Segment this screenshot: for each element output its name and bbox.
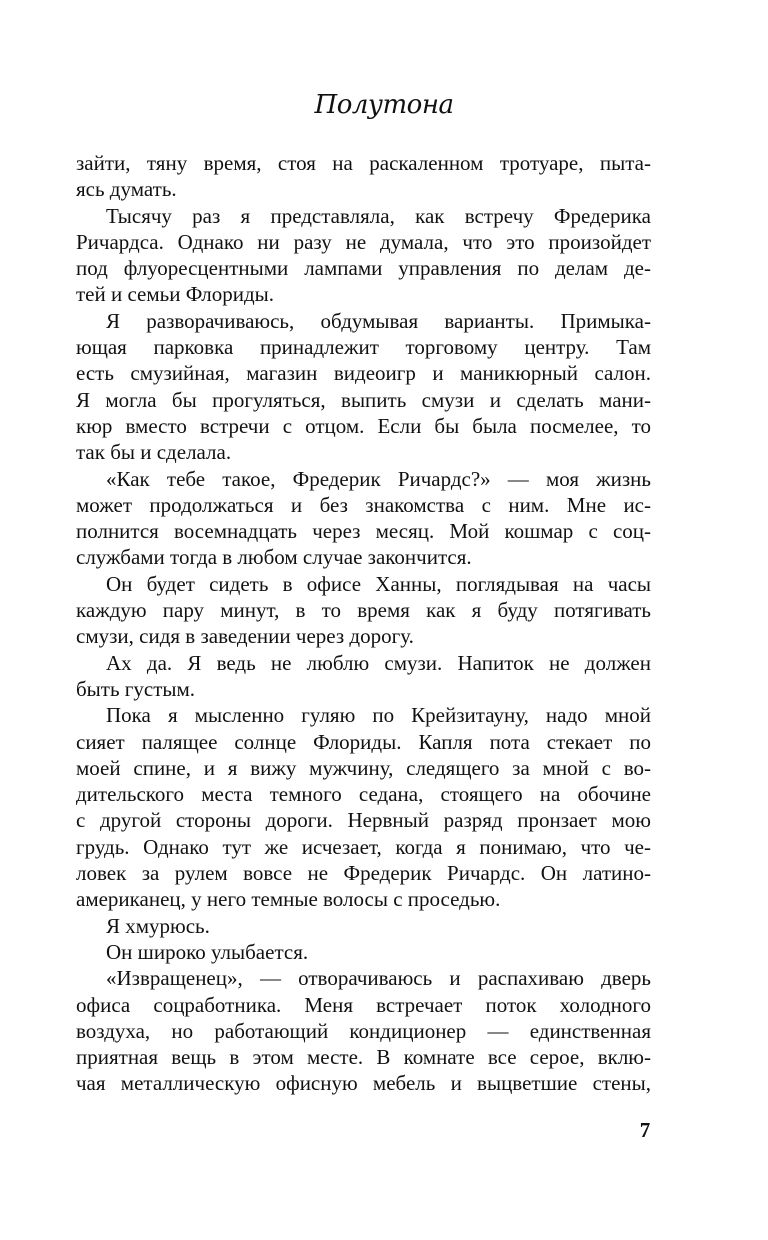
- text-line: «Извращенец», — отворачиваюсь и распахиваю дверь: [106, 966, 651, 991]
- running-header: Полутона: [314, 90, 454, 120]
- text-line: зайти, тяну время, стоя на раскаленном тротуаре, пыта-: [76, 151, 651, 175]
- text-line: ясь думать.: [76, 177, 177, 202]
- text-line: «Как тебе такое, Фредерик Ричардс?» — моя жизнь: [106, 466, 651, 491]
- text-line: так бы и сделала.: [76, 440, 232, 465]
- text-line: кюр вместо встречи с отцом. Если бы была посмелее, то: [76, 413, 651, 438]
- text-line: ющая парковка принадлежит торговому центру. Там: [76, 335, 651, 360]
- text-line: чая металлическую офисную мебель и выцветшие стены,: [76, 1071, 651, 1096]
- text-line: каждую пару минут, в то время как я буду потягивать: [76, 598, 651, 623]
- text-line: Я могла бы прогуляться, выпить смузи и сделать мани-: [76, 387, 651, 412]
- text-line: под флуоресцентными лампами управления по делам де-: [76, 256, 651, 281]
- text-line: Он будет сидеть в офисе Ханны, поглядывая на часы: [106, 571, 651, 596]
- text-line: смузи, сидя в заведении через дорогу.: [76, 624, 414, 649]
- page-body: [76, 150, 651, 1097]
- page-number: 7: [639, 1118, 651, 1142]
- text-line: ловек за рулем вовсе не Фредерик Ричардс. Он латино-: [76, 861, 651, 886]
- text-line: тей и семьи Флориды.: [76, 282, 275, 307]
- text-line: Я разворачиваюсь, обдумывая варианты. Примыка-: [106, 308, 651, 333]
- text-line: грудь. Однако тут же исчезает, когда я понимаю, что че-: [76, 834, 651, 859]
- text-line: Я хмурюсь.: [106, 913, 210, 938]
- text-line: Он широко улыбается.: [106, 939, 309, 964]
- text-line: американец, у него темные волосы с проседью.: [76, 887, 501, 912]
- text-line: Ах да. Я ведь не люблю смузи. Напиток не должен: [106, 650, 651, 675]
- text-line: может продолжаться и без знакомства с ним. Мне ис-: [76, 492, 651, 517]
- text-line: воздуха, но работающий кондиционер — единственная: [76, 1018, 651, 1043]
- text-line: Тысячу раз я представляла, как встречу Фредерика: [106, 203, 651, 228]
- text-line: офиса соцработника. Меня встречает поток холодного: [76, 992, 651, 1017]
- text-line: есть смузийная, магазин видеоигр и маникюрный салон.: [76, 361, 651, 386]
- text-line: с другой стороны дороги. Нервный разряд пронзает мою: [76, 808, 651, 833]
- text-line: Пока я мысленно гуляю по Крейзитауну, надо мной: [106, 703, 651, 728]
- text-line: приятная вещь в этом месте. В комнате все серое, вклю-: [76, 1045, 651, 1070]
- text-line: дительского места темного седана, стоящего на обочине: [76, 782, 651, 807]
- text-line: полнится восемнадцать через месяц. Мой кошмар с соц-: [76, 519, 651, 544]
- text-line: быть густым.: [76, 676, 196, 701]
- text-line: моей спине, и я вижу мужчину, следящего за мной с во-: [76, 755, 651, 780]
- text-line: сияет палящее солнце Флориды. Капля пота стекает по: [76, 729, 651, 754]
- text-line: службами тогда в любом случае закончится.: [76, 545, 472, 570]
- text-line: Ричардса. Однако ни разу не думала, что это произойдет: [76, 229, 651, 254]
